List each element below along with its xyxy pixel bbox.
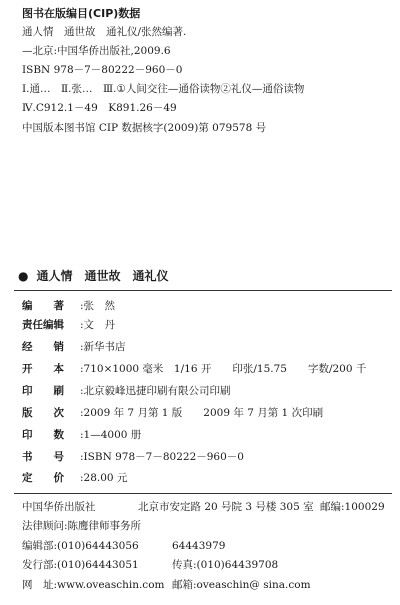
cip-line: 中国版本图书馆 CIP 数据核字(2009)第 079578 号	[22, 122, 267, 134]
book-title	[18, 270, 169, 282]
info-label: 责任编辑	[22, 319, 64, 331]
info-row-price	[22, 473, 127, 488]
info-value: :ISBN 978－7－80222－960－0	[80, 451, 244, 463]
info-label: 印 数	[22, 429, 64, 441]
info-label: 经 销	[22, 341, 64, 353]
info-row-distributor	[22, 342, 126, 357]
info-label: 书 号	[22, 451, 64, 463]
editorial-phone-2: 64443979	[172, 540, 226, 552]
website-link[interactable]: 网 址:www.oveaschin.com	[22, 579, 165, 591]
info-row-author	[22, 301, 115, 316]
cip-line: Ⅳ.C912.1－49 K891.26－49	[22, 102, 177, 114]
legal-advisor: 法律顾问:陈鹰律师事务所	[22, 520, 142, 532]
info-value: :北京毅峰迅捷印刷有限公司印刷	[80, 385, 231, 397]
info-label: 定 价	[22, 472, 64, 484]
divider	[14, 290, 392, 291]
info-value: :张 然	[80, 300, 116, 312]
publisher-name: 中国华侨出版社	[22, 501, 96, 513]
fax: 传真:(010)64439708	[172, 559, 279, 571]
info-label: 版 次	[22, 407, 64, 419]
publisher-line	[22, 502, 96, 513]
book-title-text: 通人情 通世故 通礼仪	[36, 269, 169, 283]
info-value: :28.00 元	[80, 472, 128, 484]
info-value: :1—4000 册	[80, 429, 142, 441]
cip-line: 通人情 通世故 通礼仪/张然编著.	[22, 26, 187, 38]
info-row-print-run	[22, 430, 141, 445]
info-label: 印 刷	[22, 385, 64, 397]
publisher-address: 北京市安定路 20 号院 3 号楼 305 室	[138, 501, 314, 513]
editorial-phone: 编辑部:(010)64443056	[22, 540, 139, 552]
info-value: :文 丹	[80, 319, 116, 331]
publisher-postcode: 邮编:100029	[320, 501, 385, 513]
info-value: :710×1000 毫米 1/16 开 印张/15.75 字数/200 千	[80, 363, 367, 375]
info-label: 开 本	[22, 363, 64, 375]
divider	[14, 493, 392, 494]
bullet-icon: ●	[18, 269, 29, 283]
cip-line: Ⅰ.通… Ⅱ.张… Ⅲ.①人间交往—通俗读物②礼仪—通俗读物	[22, 83, 305, 95]
info-row-edition	[22, 408, 323, 423]
info-label: 编 著	[22, 300, 64, 312]
email-link[interactable]: 邮箱:oveaschin@ sina.com	[172, 579, 311, 591]
info-value: :2009 年 7 月第 1 版 2009 年 7 月第 1 次印刷	[80, 407, 324, 419]
info-row-isbn	[22, 452, 244, 467]
info-row-format	[22, 364, 366, 379]
distribution-phone: 发行部:(010)64443051	[22, 559, 139, 571]
cip-title: 图书在版编目(CIP)数据	[22, 7, 141, 20]
info-row-printing	[22, 386, 231, 401]
cip-line: —北京:中国华侨出版社,2009.6	[22, 45, 171, 57]
info-value: :新华书店	[80, 341, 126, 353]
info-row-editor	[22, 320, 115, 335]
cip-line: ISBN 978－7－80222－960－0	[22, 64, 183, 76]
